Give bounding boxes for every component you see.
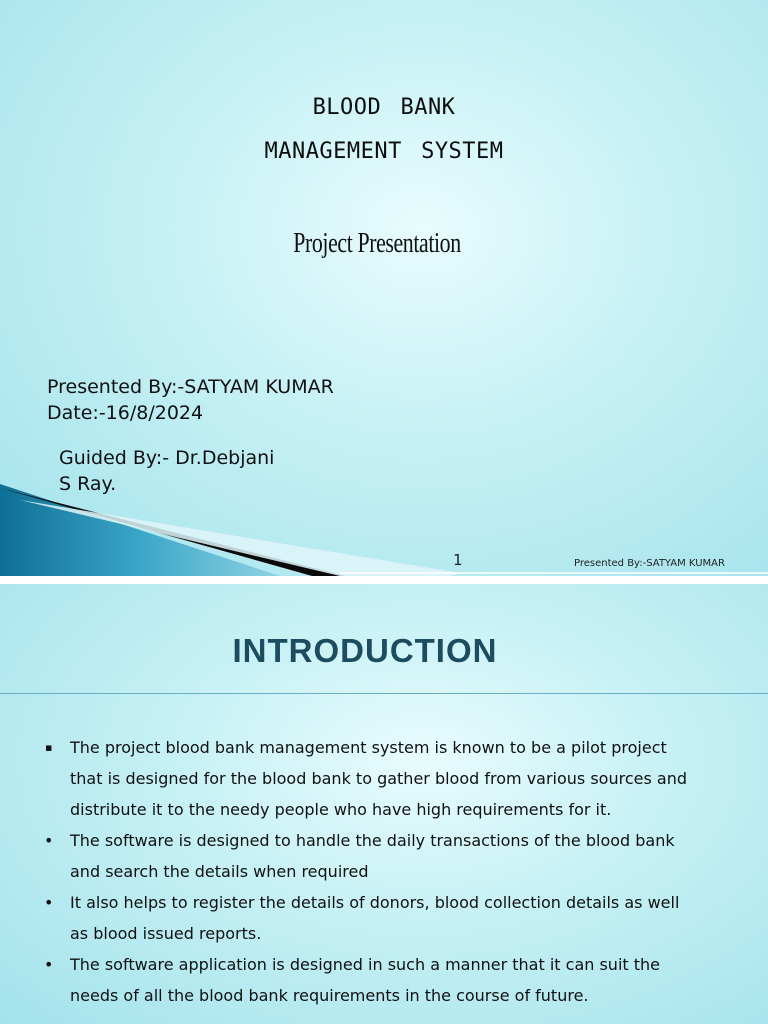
bullet-text: The project blood bank management system is known to be a pilot project that is designed for the blood bank to gather blood from various sources and distribute it to the needy people who have high requirements for it. [70,738,687,819]
bullet-text: The software application is designed in such a manner that it can suit the needs of all the blood bank requirements in the course of future. [70,955,661,1005]
bullet-text: The software is designed to handle the daily transactions of the blood bank and search the details when required [70,831,675,881]
square-bullet-icon: ▪ [45,741,53,754]
guided-by-line1: Guided By:- Dr.Debjani [59,447,275,469]
bullet-item [0,949,690,1011]
introduction-title: INTRODUCTION [232,632,498,669]
title-divider [0,693,768,694]
presentation-title-line2: management system [264,130,504,166]
presented-by-text: Presented By:-SATYAM KUMAR [47,376,334,398]
blue-swoosh-band [0,484,280,576]
bullet-list [0,732,768,1011]
guided-by-line2: S Ray. [59,473,117,495]
bullet-item [0,887,690,949]
slide-number: 1 [453,551,463,569]
bullet-item [0,825,690,887]
presentation-subtitle: Project Presentation [293,228,461,259]
bullet-text: It also helps to register the details of donors, blood collection details as well as blood issued reports. [70,893,680,943]
slide-footer: Presented By:-SATYAM KUMAR [574,558,725,569]
dot-bullet-icon: • [44,955,54,974]
slide-separator [0,576,768,584]
bullet-item [0,732,690,825]
dot-bullet-icon: • [44,893,54,912]
presentation-title-line1: blood bank [312,86,456,122]
introduction-slide [0,584,768,1024]
date-text: Date:-16/8/2024 [47,402,204,424]
dot-bullet-icon: • [44,831,54,850]
